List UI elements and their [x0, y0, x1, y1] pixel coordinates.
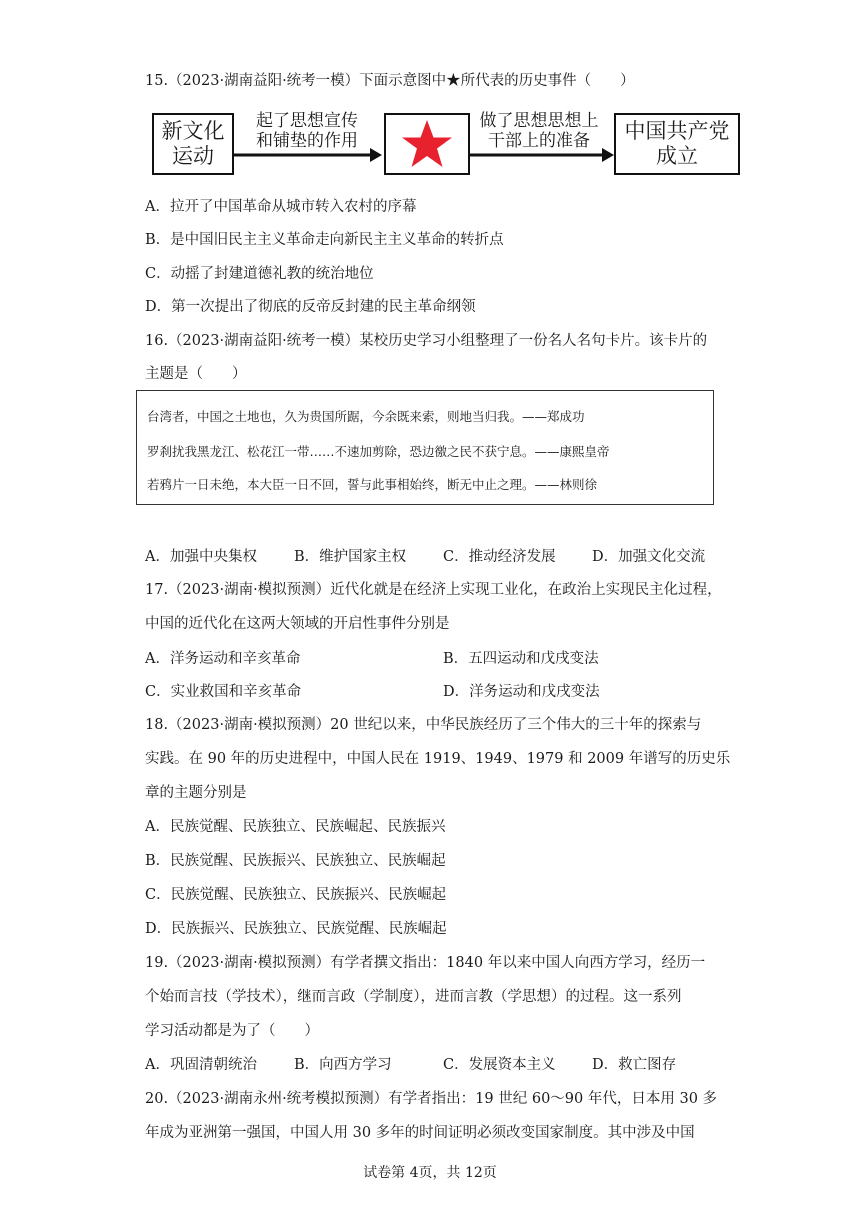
diagram-box-new-culture: 新文化 运动 [152, 113, 234, 175]
quote-lin-zexu: 若鸦片一日未绝，本大臣一日不回，誓与此事相始终，断无中止之理。——林则徐 [147, 477, 598, 492]
page-footer: 试卷第 4页，共 12页 [363, 1165, 497, 1181]
q18-stem-line1: 18.（2023·湖南·模拟预测）20 世纪以来，中华民族经历了三个伟大的三十年的探索与 [145, 717, 702, 733]
q18-stem-line3: 章的主题分别是 [145, 785, 247, 801]
q19-stem-line1: 19.（2023·湖南·模拟预测）有学者撰文指出：1840 年以来中国人向西方学习，经历一 [145, 955, 706, 971]
q15-diagram [152, 109, 742, 179]
q15-option-d[interactable]: D．第一次提出了彻底的反帝反封建的民主革命纲领 [145, 299, 476, 315]
q16-options [145, 547, 705, 567]
q17-option-c[interactable]: C．实业救国和辛亥革命 [145, 684, 302, 700]
q17-option-d[interactable]: D．洋务运动和戊戌变法 [443, 684, 600, 700]
q16-option-c[interactable]: C．推动经济发展 [443, 549, 556, 565]
q17-option-b[interactable]: B．五四运动和戊戌变法 [443, 651, 599, 667]
q16-option-a[interactable]: A．加强中央集权 [145, 549, 257, 565]
diagram-box-star [384, 113, 470, 175]
q19-options [145, 1055, 676, 1075]
q18-option-a[interactable]: A．民族觉醒、民族独立、民族崛起、民族振兴 [145, 819, 446, 835]
q19-option-a[interactable]: A．巩固清朝统治 [145, 1057, 257, 1073]
arrow2-icon [470, 145, 616, 165]
q18-option-d[interactable]: D．民族振兴、民族独立、民族觉醒、民族崛起 [145, 921, 447, 937]
arrow1-label: 起了思想宣传 和铺垫的作用 [256, 111, 358, 151]
q20-stem-line2: 年成为亚洲第一强国，中国人用 30 多年的时间证明必须改变国家制度。其中涉及中国 [145, 1125, 695, 1141]
q15-option-c[interactable]: C．动摇了封建道德礼教的统治地位 [145, 266, 374, 282]
q16-stem-line2: 主题是（ ） [145, 366, 247, 382]
q18-stem-line2: 实践。在 90 年的历史进程中，中国人民在 1919、1949、1979 和 2009 年谱写的历史乐 [145, 751, 731, 767]
q19-option-c[interactable]: C．发展资本主义 [443, 1057, 556, 1073]
q17-stem-line2: 中国的近代化在这两大领域的开启性事件分别是 [145, 616, 450, 632]
q18-option-c[interactable]: C．民族觉醒、民族独立、民族振兴、民族崛起 [145, 887, 447, 903]
q17-option-a[interactable]: A．洋务运动和辛亥革命 [145, 651, 301, 667]
quote-zheng-chenggong: 台湾者，中国之土地也，久为贵国所踞，今余既来索，则地当归我。——郑成功 [147, 409, 585, 424]
q15-stem: 15.（2023·湖南益阳·统考一模）下面示意图中★所代表的历史事件（ ） [145, 73, 635, 89]
q19-stem-line3: 学习活动都是为了（ ） [145, 1023, 319, 1039]
arrow2-label: 做了思想思想上 干部上的准备 [479, 111, 599, 151]
q19-option-d[interactable]: D．救亡图存 [592, 1057, 677, 1073]
q16-stem-line1: 16.（2023·湖南益阳·统考一模）某校历史学习小组整理了一份名人名句卡片。该卡片的 [145, 333, 708, 349]
q16-option-b[interactable]: B．维护国家主权 [294, 549, 407, 565]
quote-card [136, 390, 714, 505]
q19-option-b[interactable]: B．向西方学习 [294, 1057, 392, 1073]
q17-stem-line1: 17.（2023·湖南·模拟预测）近代化就是在经济上实现工业化，在政治上实现民主化过程， [145, 582, 722, 598]
q16-option-d[interactable]: D．加强文化交流 [592, 549, 706, 565]
q20-stem-line1: 20.（2023·湖南永州·统考模拟预测）有学者指出：19 世纪 60～90 年代，日本用 30 多 [145, 1091, 718, 1107]
arrow1-icon [234, 145, 384, 165]
q19-stem-line2: 个始而言技（学技术），继而言政（学制度），进而言教（学思想）的过程。这一系列 [145, 989, 682, 1005]
q18-option-b[interactable]: B．民族觉醒、民族振兴、民族独立、民族崛起 [145, 853, 446, 869]
quote-kangxi: 罗刹扰我黑龙江、松花江一带……不速加剪除，恐边徼之民不获宁息。——康熙皇帝 [147, 444, 610, 459]
q15-option-b[interactable]: B．是中国旧民主主义革命走向新民主主义革命的转折点 [145, 232, 504, 248]
q15-option-a[interactable]: A．拉开了中国革命从城市转入农村的序幕 [145, 199, 417, 215]
diagram-box-cpc: 中国共产党 成立 [614, 113, 740, 175]
star-icon [400, 118, 454, 170]
